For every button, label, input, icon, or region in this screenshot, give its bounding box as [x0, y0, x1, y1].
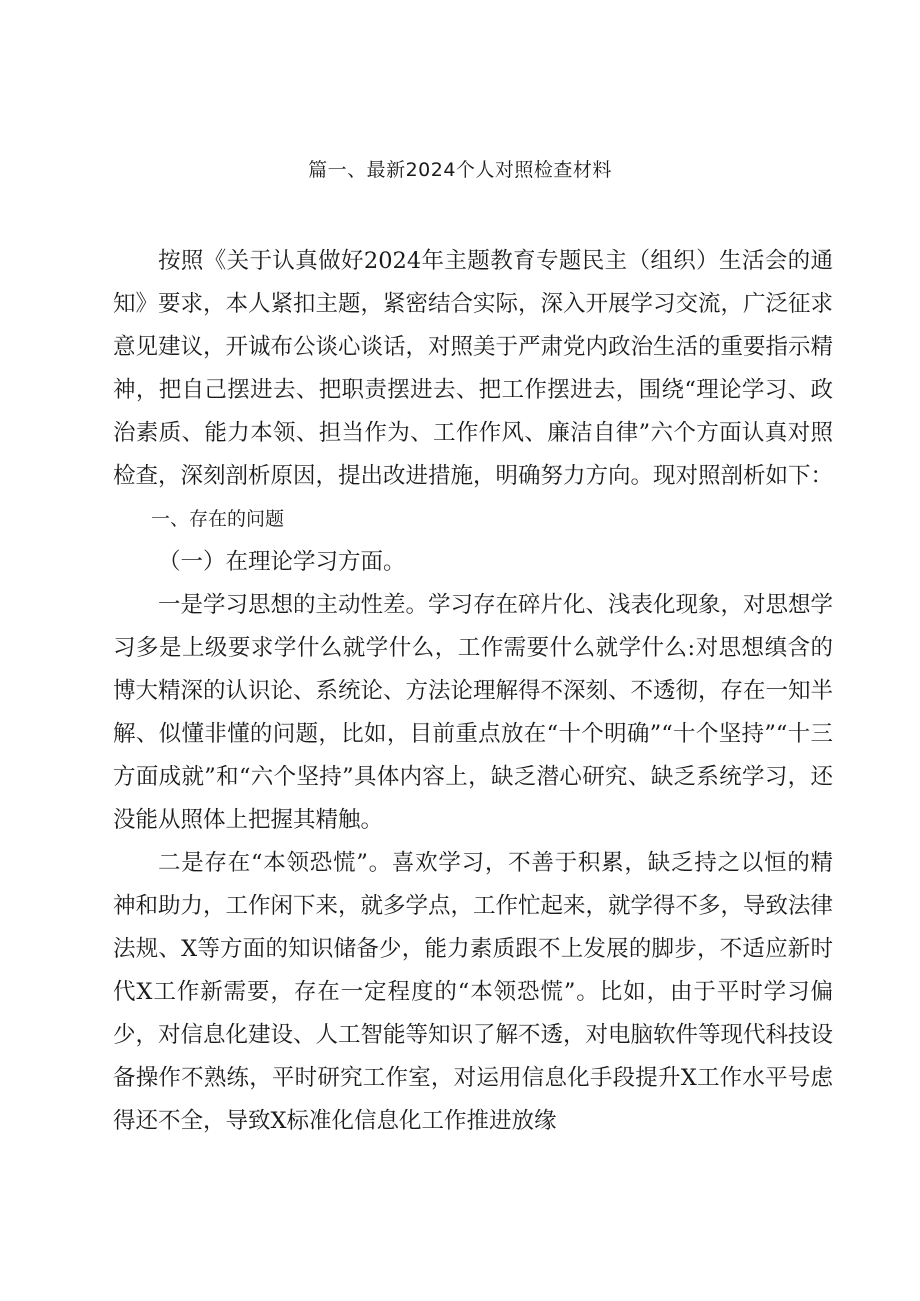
intro-paragraph: 按照《关于认真做好2024年主题教育专题民主（组织）生活会的通知》要求，本人紧扣主题，紧密结合实际，深入开展学习交流，广泛征求意见建议，开诚布公谈心谈话，对照美于严肃党内政治生活的重要指示精神，把自己摆进去、把职责摆进去、把工作摆进去，围绕“理论学习、政治素质、能力本领、担当作为、工作作风、廉洁自律”六个方面认真对照检查，深刻剖析原因，提出改进措施，明确努力方向。现对照剖析如下： — [113, 248, 834, 489]
subsection-heading: （一）在理论学习方面。 — [158, 549, 406, 575]
document-title: 篇一、最新2024个人对照检查材料 — [308, 159, 612, 181]
document-body — [113, 240, 833, 1143]
body-paragraph-1: 一是学习思想的主动性差。学习存在碎片化、浅表化现象，对思想学习多是上级要求学什么就学什么，工作需要什么就学什么:对思想缜含的博大精深的认识论、系统论、方法论理解得不深刻、不透彻，存在一知半解、似懂非懂的问题，比如，目前重点放在“十个明确”“十个坚持”“十三方面成就”和“六个坚持”具体内容上，缺乏潜心研究、缺乏系统学习，还没能从照体上把握其精触。 — [113, 592, 834, 833]
body-paragraph-2: 二是存在“本领恐慌”。喜欢学习，不善于积累，缺乏持之以恒的精神和助力，工作闲下来，就多学点，工作忙起来，就学得不多，导致法律法规、X等方面的知识储备少，能力素质跟不上发展的脚步，不适应新时代X工作新需要，存在一定程度的“本领恐慌”。比如，由于平时学习偏少，对信息化建设、人工智能等知识了解不透，对电脑软件等现代科技设备操作不熟练，平时研究工作室，对运用信息化手段提升X工作水平号虑得还不全，导致X标准化信息化工作推进放缘 — [113, 850, 834, 1134]
section-heading: 一、存在的问题 — [151, 508, 285, 530]
